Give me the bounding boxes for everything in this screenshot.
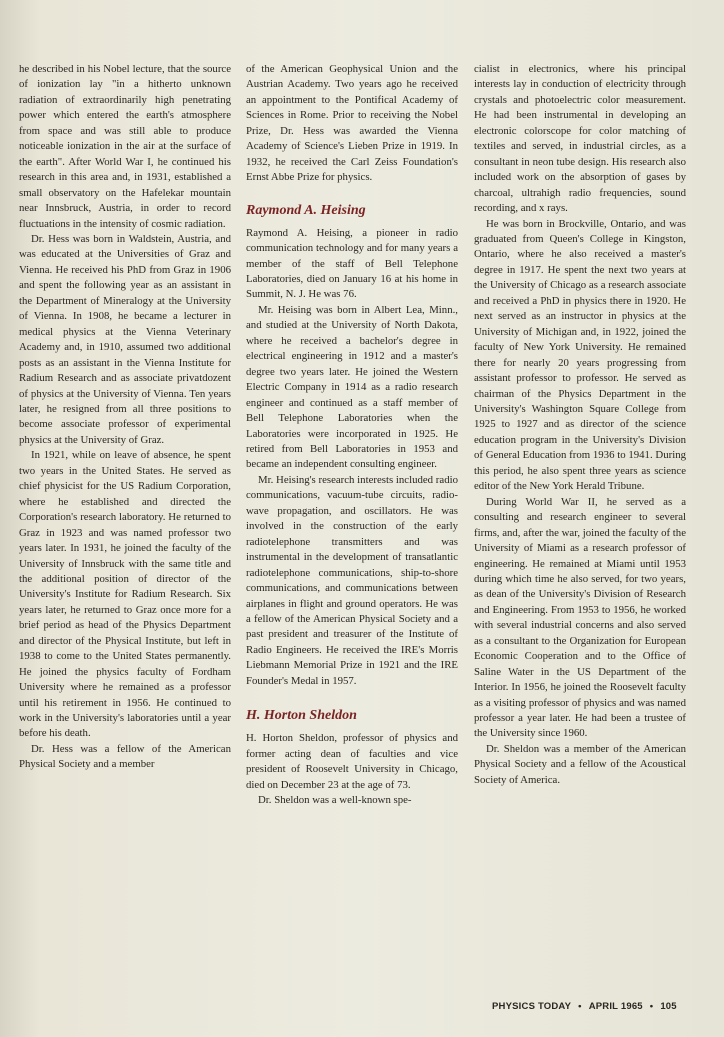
- column-left: [19, 62, 231, 773]
- sheldon-paragraph-2: Dr. Sheldon was a well-known spe-: [258, 794, 412, 807]
- heising-paragraph-1: Raymond A. Heising, a pioneer in radio communication technology and for many years a member of the staff of Bell Telephone Laboratories, died on January 16 at his home in Summit, N. J. He was 76.: [246, 226, 458, 301]
- footer-separator-2: •: [649, 1001, 654, 1012]
- column-middle: [246, 62, 458, 808]
- hess-paragraph-4: Dr. Hess was a fellow of the American Physical Society and a member: [19, 742, 231, 771]
- column-right: [474, 62, 686, 788]
- sheldon-paragraph-4: He was born in Brockville, Ontario, and was graduated from Queen's College in Kingston, Ontario, where he also received a master's degree in 1917. He spent the next two years at the University of Chicago as a research associate and received a PhD in physics there in 1920. He next served as an instructor in physics at the University of Michigan and, in 1922, joined the faculty of New York University. He remained there for nearly 20 years progressing from assistant professor to professor. He served as chairman of the Physics Department in the University's Washington Square College from 1925 to 1927 and as director of the science education program in the University's Division of General Education from 1936 to 1941. During this period, he also spent three years as science editor of the New York Herald Tribune.: [474, 217, 686, 493]
- hess-paragraph-5: of the American Geophysical Union and the Austrian Academy. Two years ago he received an appointment to the Pontifical Academy of Sciences in Rome. Prior to receiving the Nobel Prize, Dr. Hess was awarded the Vienna Academy of Science's Lieben Prize in 1919. In 1932, he received the Carl Zeiss Foundation's Ernst Abbe Prize for physics.: [246, 63, 458, 184]
- obituary-heading-heising: Raymond A. Heising: [246, 202, 366, 218]
- journal-name: PHYSICS TODAY: [492, 1001, 572, 1012]
- heising-paragraph-2: Mr. Heising was born in Albert Lea, Minn., and studied at the University of North Dakota, where he received a bachelor's degree in electrical engineering in 1912 and a master's degree two years later. He joined the Western Electric Company in 1914 as a radio research engineer and continued as a staff member of Bell Telephone Laboratories when the Laboratories were incorporated in 1925. He retired from Bell Laboratories in 1953 and became an independent consulting engineer.: [246, 303, 458, 471]
- sheldon-paragraph-6: Dr. Sheldon was a member of the American Physical Society and a fellow of the Acoustical Society of America.: [474, 742, 686, 786]
- sheldon-paragraph-5: During World War II, he served as a consulting and research engineer to several firms, and, after the war, joined the faculty of the University of Miami as a research professor of engineering. He remained at Miami until 1953 during which time he also served, for two years, as dean of the University's Division of Research and Engineering. From 1953 to 1956, he worked with several industrial concerns and also served as a consultant to the Organization for European Economic Cooperation and to the Office of Saline Water in the US Department of the Interior. In 1956, he joined the Roosevelt faculty as a visiting professor of physics and was named professor a year later. He had been a trustee of the University since 1960.: [474, 495, 686, 740]
- sheldon-paragraph-3: cialist in electronics, where his principal interests lay in conduction of electricity through crystals and photoelectric color measurement. He had been instrumental in developing an electronic colorscope for color matching of textiles and served, in industrial circles, as a consultant in neon tube design. His research also included work on the absorption of gases by charcoal, ultrahigh radio frequencies, sound recording, and x rays.: [474, 63, 686, 215]
- obituary-heading-sheldon: H. Horton Sheldon: [246, 708, 357, 724]
- issue-date: APRIL 1965: [588, 1001, 643, 1012]
- page-footer: [492, 1001, 677, 1012]
- footer-separator-1: •: [578, 1001, 582, 1012]
- hess-paragraph-1: he described in his Nobel lecture, that the source of ionization lay "in a hitherto unknown radiation of extraordinarily high penetrating power which entered the earth's atmosphere from space and was still able to produce noticeable ionization in the air at the surface of the earth". After World War I, he continued his research in this area and, in 1931, established a small observatory on the Hafelekar mountain near Innsbruck, Austria, in order to record fluctuations in the intensity of cosmic radiation.: [19, 63, 231, 230]
- hess-paragraph-3: In 1921, while on leave of absence, he spent two years in the United States. He served as chief physicist for the US Radium Corporation, where he established and directed the Corporation's research laboratory. He returned to Graz in 1923 and was named professor two years later. In 1931, he joined the faculty of the University of Innsbruck with the same title and the additional position of director of the University's Institute for Radium Research. Six years later, he returned to Graz once more for a brief period as head of the Physics Department and director of the Physical Institute, but left in 1938 to come to the United States permanently. He joined the physics faculty of Fordham University where he remained as a professor until his retirement in 1956. He continued to work in the University's laboratories until a year before his death.: [19, 449, 231, 740]
- hess-paragraph-2: Dr. Hess was born in Waldstein, Austria, and was educated at the Universities of Graz and Vienna. He received his PhD from Graz in 1906 and spent the following year as an assistant in the Department of Mineralogy at the University of Vienna. In 1908, he became a lecturer in medical physics at the Vienna Veterinary Academy and, in 1910, assumed two additional posts as an assistant in the Vienna Institute for Radium Research and as associate privatdozent of physics at the University of Vienna. Ten years later, he resigned from all three positions to become associate professor of experimental physics at the University of Graz.: [19, 232, 231, 446]
- sheldon-paragraph-1: H. Horton Sheldon, professor of physics and former acting dean of faculties and vice president of Roosevelt University in Chicago, died on December 23 at the age of 73.: [246, 732, 458, 791]
- heising-paragraph-3: Mr. Heising's research interests included radio communications, vacuum-tube circuits, radio-wave propagation, and oscillators. He was involved in the construction of the early radiotelephone transmitters and was instrumental in the development of transatlantic radiotelephone communications, ship-to-shore communications, and communications between airplanes in flight and ground operators. He was a fellow of the American Physical Society and a past president and treasurer of the Institute of Radio Engineers. He received the IRE's Morris Liebmann Memorial Prize in 1921 and the IRE Founder's Medal in 1957.: [246, 473, 458, 687]
- page-number: 105: [660, 1001, 677, 1012]
